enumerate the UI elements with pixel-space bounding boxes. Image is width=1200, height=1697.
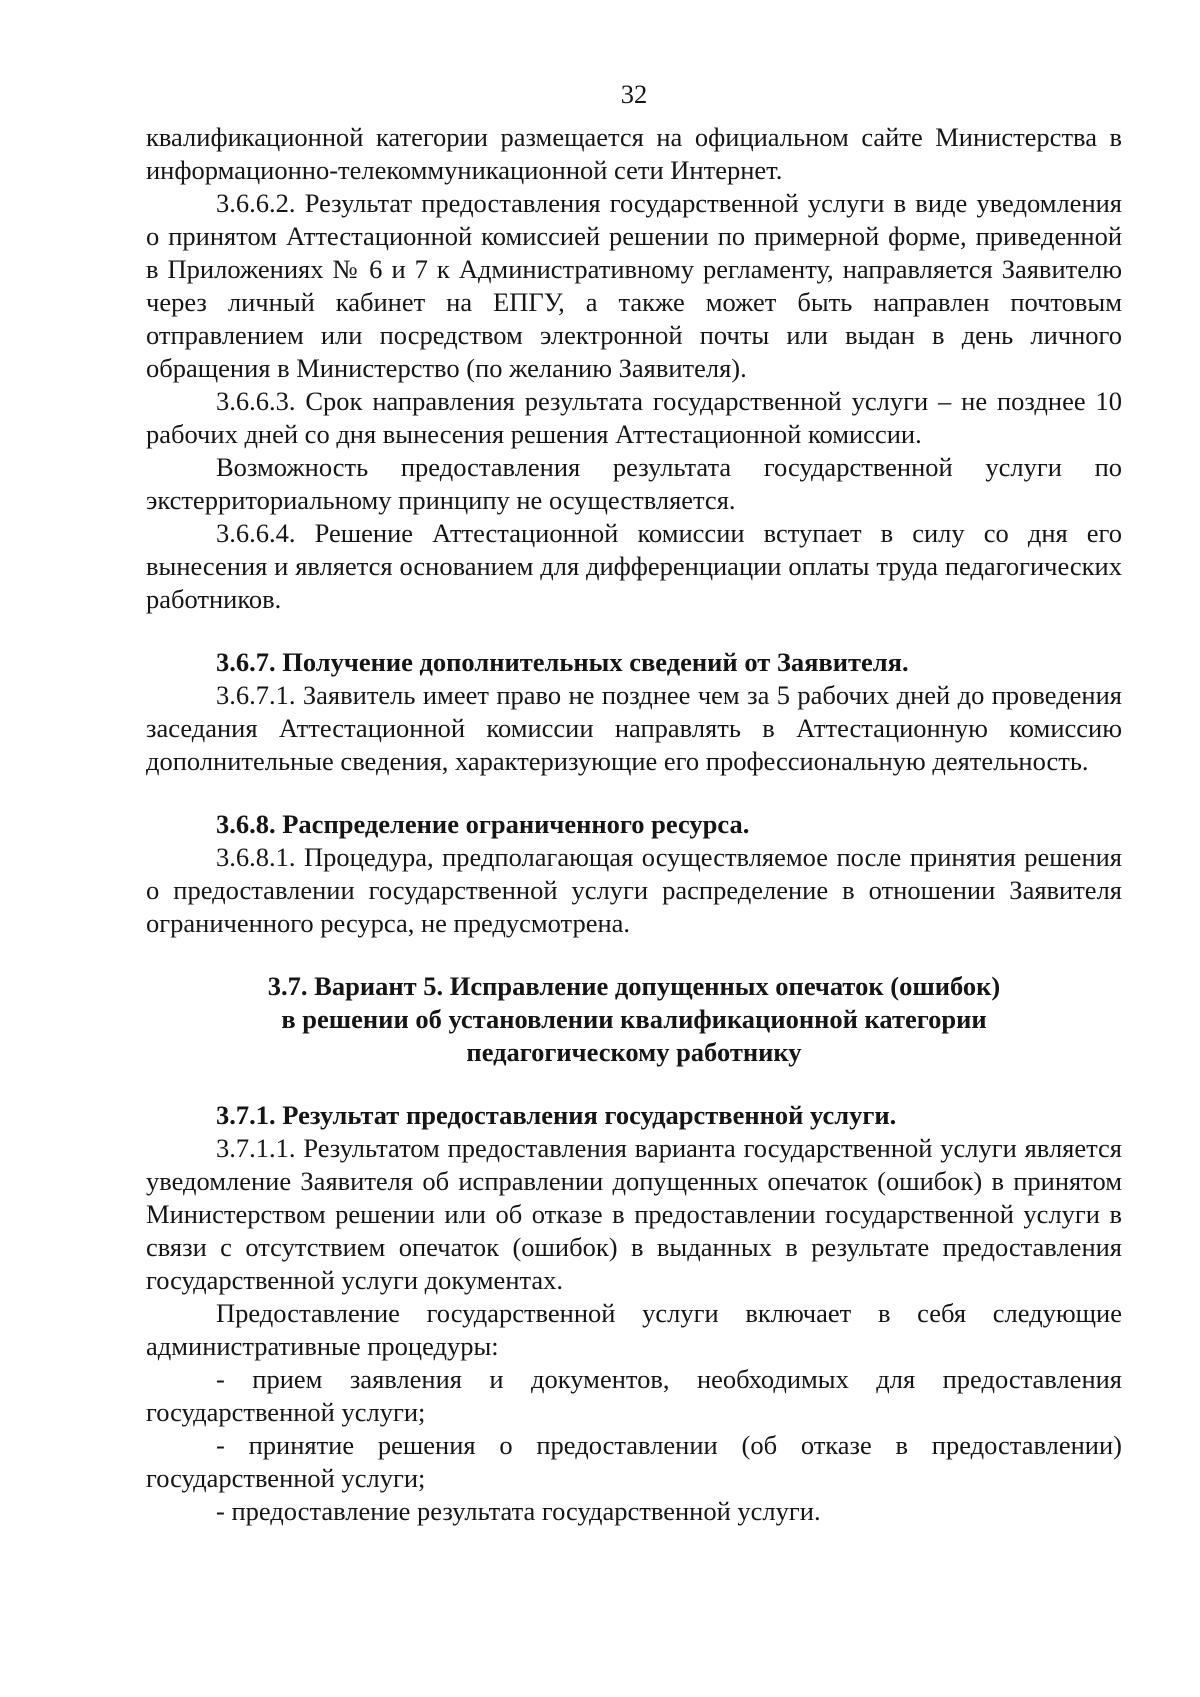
section-title-3-7 — [146, 970, 1122, 1069]
paragraph-3-6-6-3: 3.6.6.3. Срок направления результата государственной услуги – не позднее 10 рабочих дней со дня вынесения решения Аттестационной комиссии. — [146, 386, 1122, 449]
list-item: - предоставление результата государственной услуги. — [216, 1496, 821, 1526]
page-number: 32 — [620, 79, 648, 109]
heading-3-6-8: 3.6.8. Распределение ограниченного ресурса. — [216, 809, 750, 839]
section-title-line: педагогическому работнику — [466, 1037, 802, 1067]
paragraph-3-6-6-4: 3.6.6.4. Решение Аттестационной комиссии вступает в силу со дня его вынесения и является основанием для дифференциации оплаты труда педагогических работников. — [146, 518, 1122, 614]
section-title-line: 3.7. Вариант 5. Исправление допущенных опечаток (ошибок) — [267, 971, 1001, 1001]
paragraph-3-6-8-1: 3.6.8.1. Процедура, предполагающая осуществляемое после принятия решения о предоставлении государственной услуги распределение в отношении Заявителя ограниченного ресурса, не предусмотрена. — [146, 842, 1122, 938]
paragraph-3-6-6-2: 3.6.6.2. Результат предоставления государственной услуги в виде уведомления о принятом Аттестационной комиссией решении по примерной форме, приведенной в Приложениях № 6 и 7 к Административному регламенту, направляется Заявителю через личный кабинет на ЕПГУ, а также может быть направлен почтовым отправлением или посредством электронной почты или выдан в день личного обращения в Министерство (по желанию Заявителя). — [146, 188, 1122, 383]
heading-3-6-7: 3.6.7. Получение дополнительных сведений от Заявителя. — [216, 647, 909, 677]
paragraph-continuation: квалификационной категории размещается на официальном сайте Министерства в информационно-телекоммуникационной сети Интернет. — [146, 122, 1122, 185]
paragraph-procedures-intro: Предоставление государственной услуги включает в себя следующие административные процедуры: — [146, 1298, 1122, 1361]
paragraph-3-7-1-1: 3.7.1.1. Результатом предоставления варианта государственной услуги является уведомление Заявителя об исправлении допущенных опечаток (ошибок) в принятом Министерством решении или об отказе в предоставлении государственной услуги в связи с отсутствием опечаток (ошибок) в выданных в результате предоставления государственной услуги документах. — [146, 1133, 1122, 1295]
section-title-line: в решении об установлении квалификационной категории — [281, 1004, 987, 1034]
document-page — [146, 78, 1122, 1528]
list-item: - принятие решения о предоставлении (об отказе в предоставлении) государственной услуги; — [146, 1430, 1122, 1493]
heading-3-7-1: 3.7.1. Результат предоставления государственной услуги. — [216, 1100, 897, 1130]
paragraph-extraterritorial: Возможность предоставления результата государственной услуги по экстерриториальному принципу не осуществляется. — [146, 452, 1122, 515]
list-item: - прием заявления и документов, необходимых для предоставления государственной услуги; — [146, 1364, 1122, 1427]
paragraph-3-6-7-1: 3.6.7.1. Заявитель имеет право не позднее чем за 5 рабочих дней до проведения заседания Аттестационной комиссии направлять в Аттестационную комиссию дополнительные сведения, характеризующие его профессиональную деятельность. — [146, 680, 1122, 776]
